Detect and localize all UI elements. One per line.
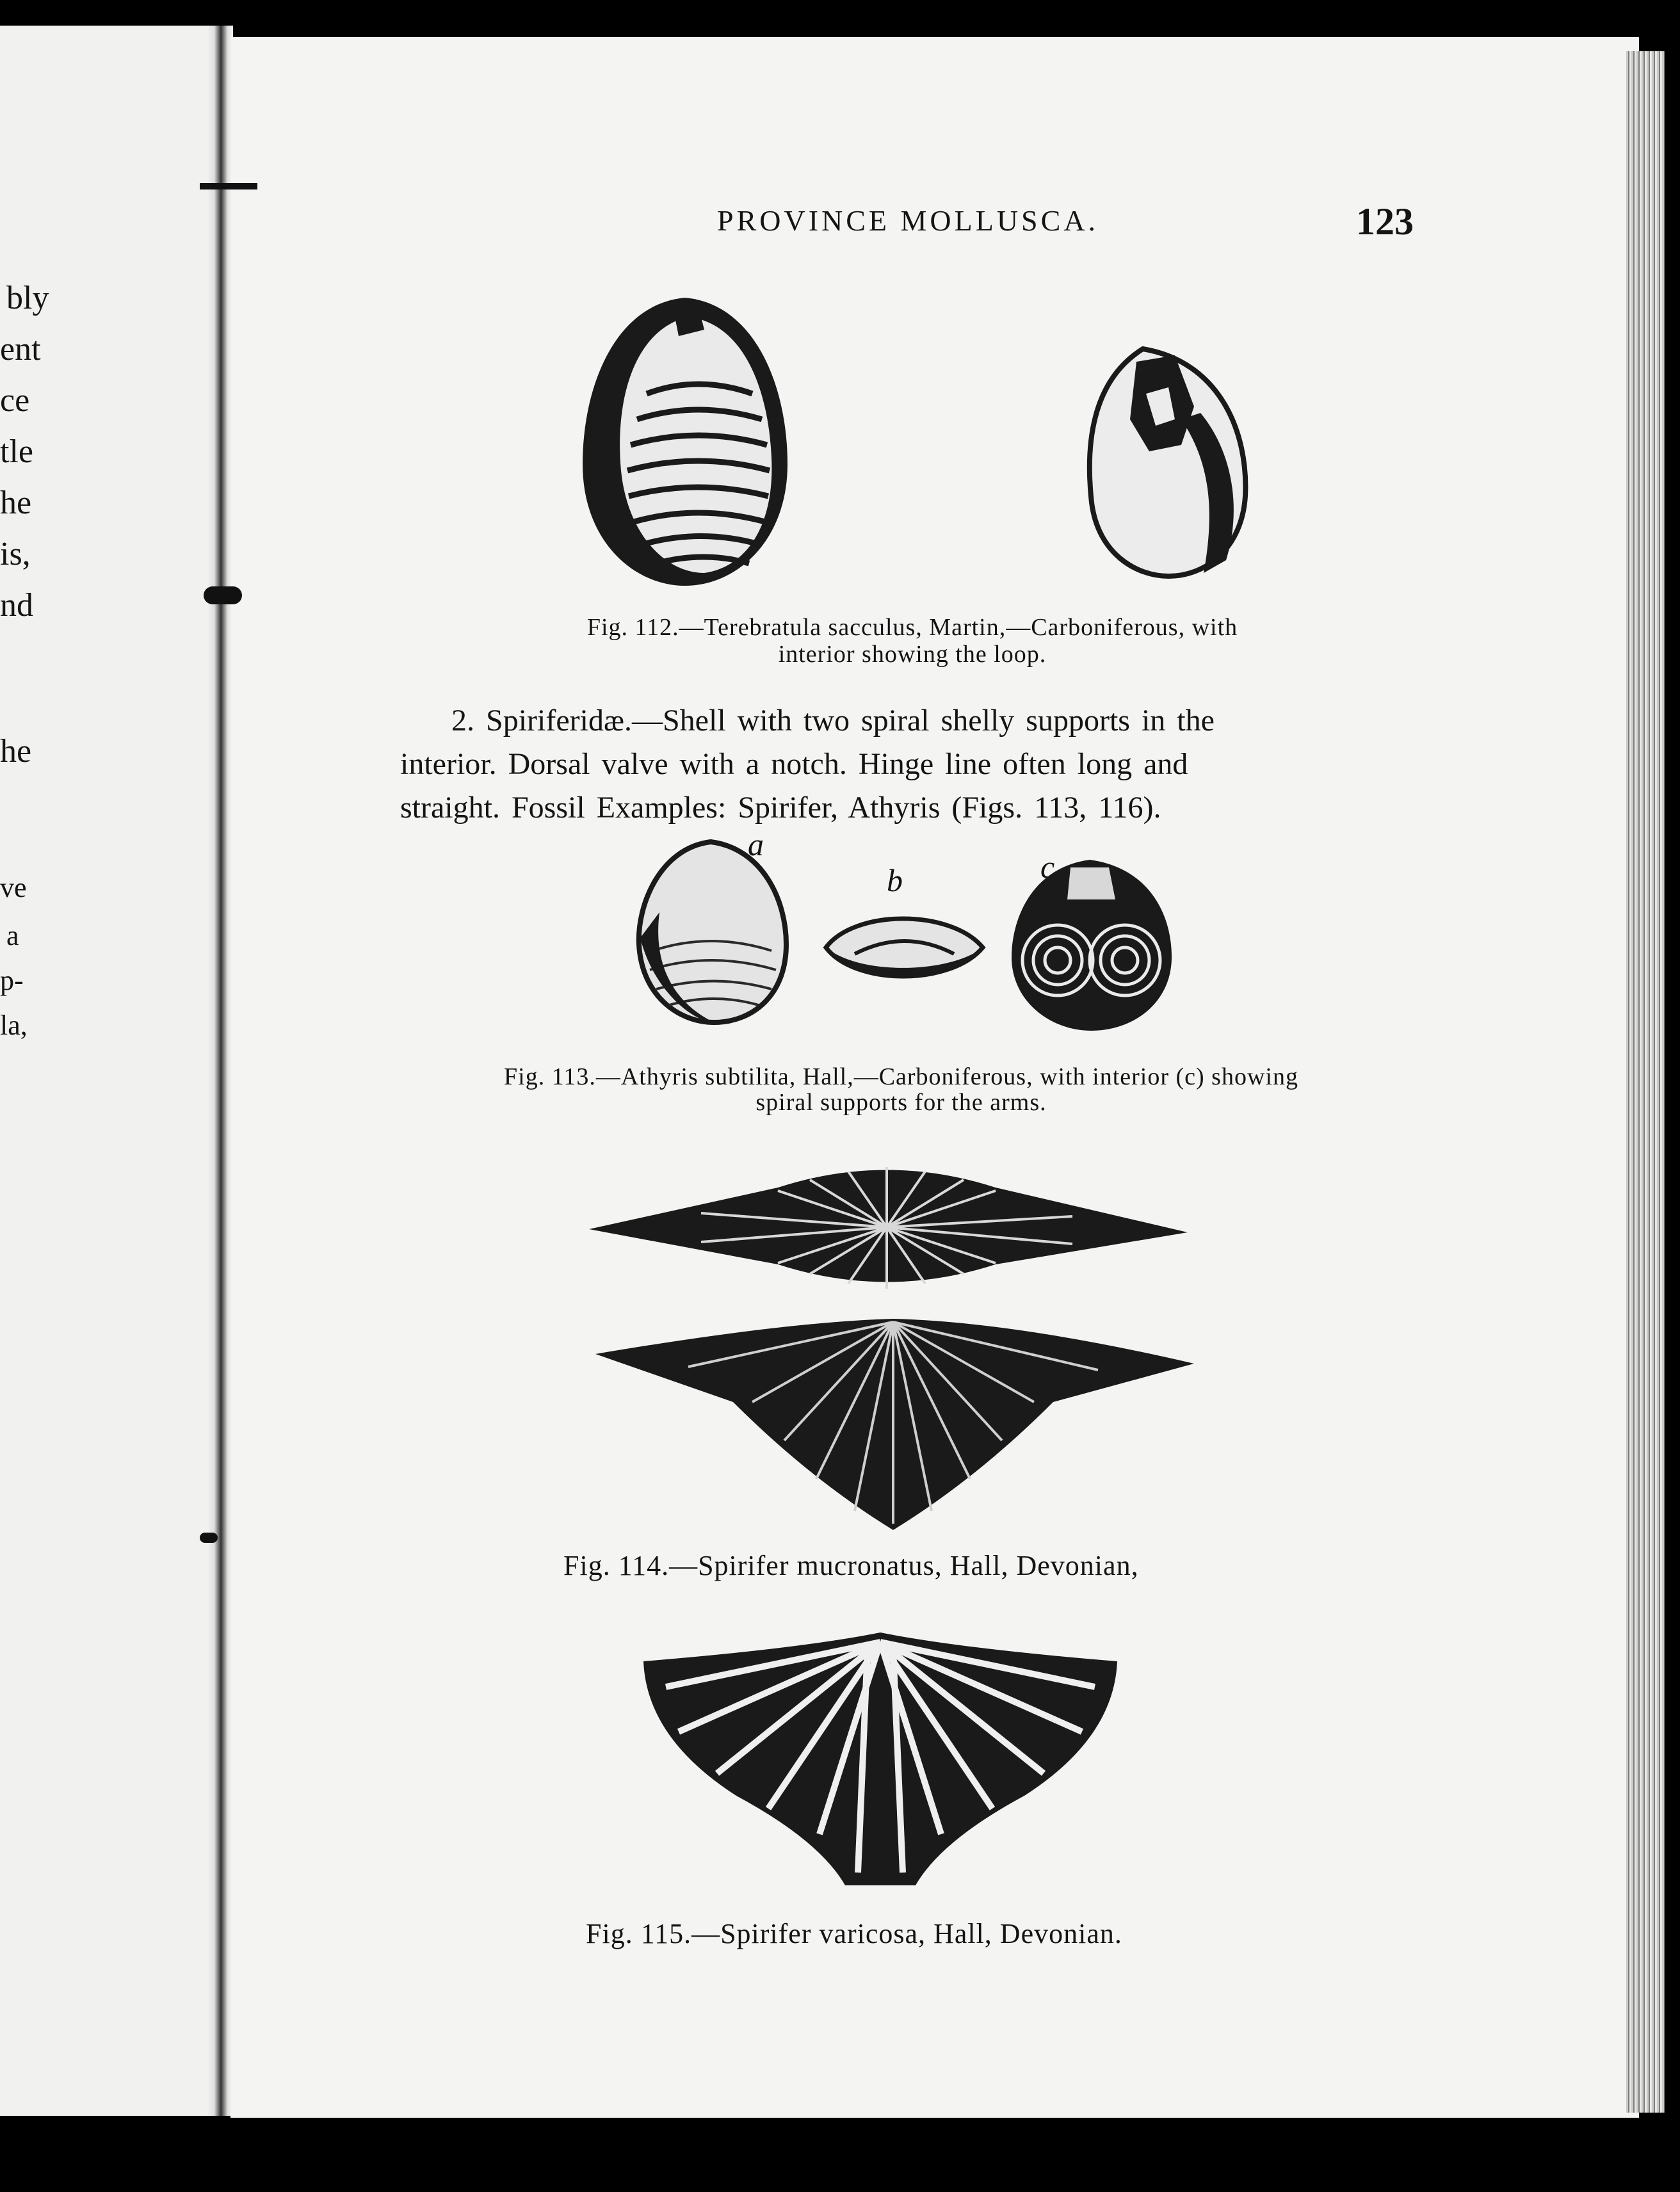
left-fragment: ve xyxy=(0,872,27,903)
body-paragraph-line1: 2. Spiriferidæ.—Shell with two spiral shelly supports in the xyxy=(451,704,1215,737)
stitch-mark xyxy=(200,1533,218,1543)
left-fragment: is, xyxy=(0,536,31,572)
book-gutter xyxy=(206,26,233,2116)
left-fragment: a xyxy=(6,920,19,951)
fig114-shell-dorsal-view xyxy=(592,1319,1197,1536)
fig113-label-b: b xyxy=(887,862,903,898)
left-fragment: nd xyxy=(0,587,33,624)
fig113-caption-line1: Fig. 113.—Athyris subtilita, Hall,—Carboniferous, with interior (c) showing xyxy=(504,1063,1298,1090)
body-paragraph-line2: interior. Dorsal valve with a notch. Hinge line often long and xyxy=(400,747,1188,781)
left-fragment: he xyxy=(0,733,32,770)
fig112-caption-line1: Fig. 112.—Terebratula sacculus, Martin,—Carboniferous, with xyxy=(586,614,1238,641)
left-fragment: he xyxy=(0,485,32,521)
fig113-shell-a xyxy=(634,835,791,1028)
fig113-caption-line2: spiral supports for the arms. xyxy=(755,1089,1047,1116)
fig114-caption: Fig. 114.—Spirifer mucronatus, Hall, Devonian, xyxy=(563,1550,1139,1581)
fig113-shell-c xyxy=(1006,855,1176,1034)
fig113-label-c: c xyxy=(1040,849,1055,885)
left-fragment: la, xyxy=(0,1010,28,1041)
fig113-label-a: a xyxy=(748,826,764,862)
fig112-shell-interior xyxy=(1079,342,1252,579)
fig112-shell-exterior xyxy=(576,291,794,592)
left-fragment: p- xyxy=(0,965,24,996)
page-number: 123 xyxy=(1356,200,1414,243)
left-fragment: ent xyxy=(0,331,41,367)
body-paragraph-line3: straight. Fossil Examples: Spirifer, Athyris (Figs. 113, 116). xyxy=(400,791,1161,825)
fig112-caption-line2: interior showing the loop. xyxy=(778,641,1047,668)
page-edges xyxy=(1626,51,1665,2113)
fig115-caption: Fig. 115.—Spirifer varicosa, Hall, Devonian. xyxy=(586,1918,1122,1949)
stitch-mark xyxy=(200,183,257,189)
left-fragment: tle xyxy=(0,433,33,470)
running-title: PROVINCE MOLLUSCA. xyxy=(717,204,1099,237)
left-fragment: bly xyxy=(6,280,49,316)
fig115-shell xyxy=(640,1629,1120,1892)
left-fragment: ce xyxy=(0,382,30,419)
stitch-mark xyxy=(204,586,242,604)
fig114-shell-hinge-view xyxy=(586,1156,1191,1303)
fig113-shell-b xyxy=(823,903,986,992)
